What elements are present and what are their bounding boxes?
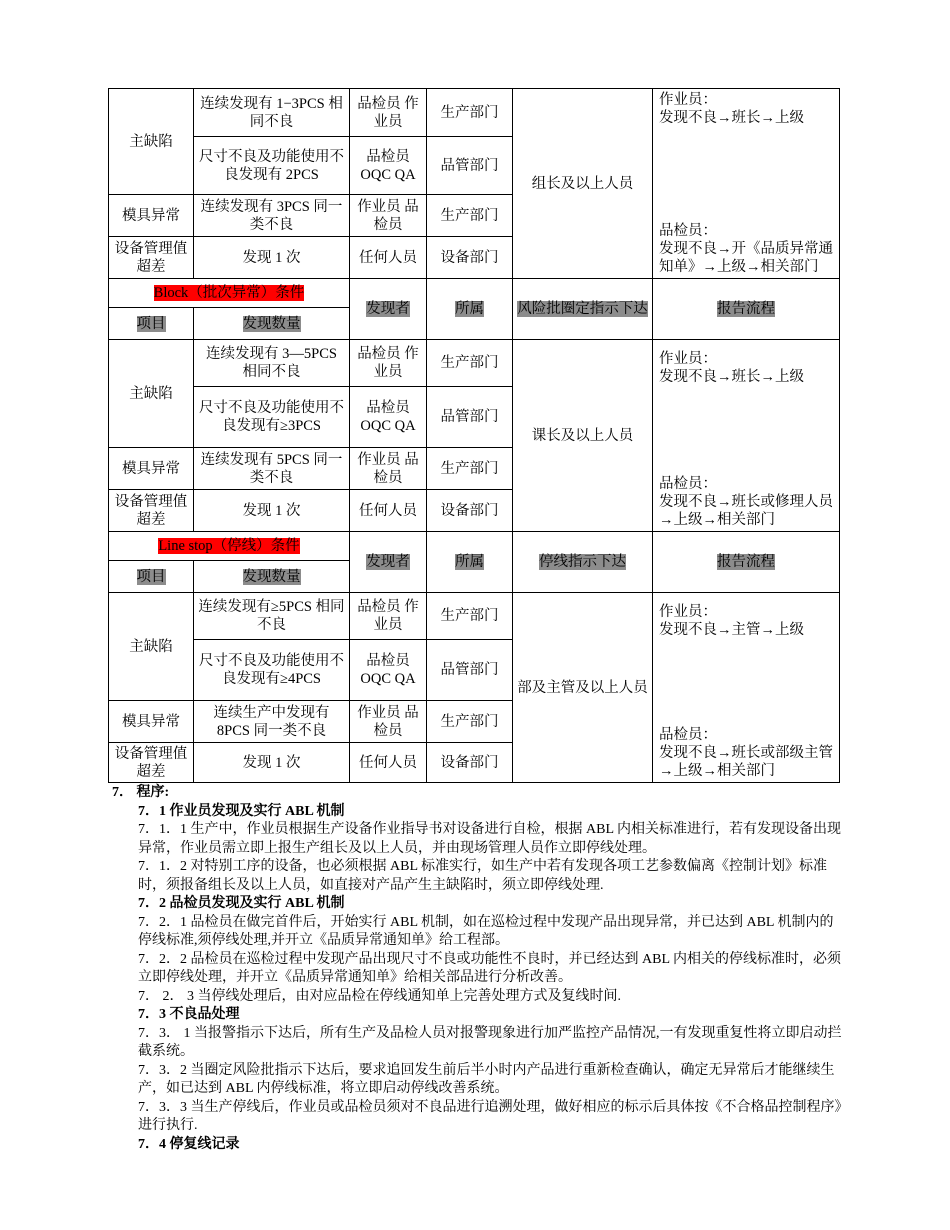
item-cell: 设备管理值超差: [109, 237, 194, 279]
report-flow-cell: [653, 340, 840, 532]
instruction-header: 风险批圈定指示下达: [513, 279, 653, 340]
report-flow-cell: [653, 593, 840, 783]
section-heading: 7．4 停复线记录: [138, 1136, 240, 1152]
section-heading: 7．2 品检员发现及实行 ABL 机制: [138, 896, 345, 911]
report-flow-cell: [653, 89, 840, 279]
instruction-cell: 组长及以上人员: [513, 89, 653, 279]
paragraph: 7．3．2 当圈定风险批指示下达后，要求追回发生前后半小时内产品进行重新检查确认，确定无异常后才能继续生产，如已达到 ABL 内停线标准，将立即启动停线改善系统。: [138, 1062, 835, 1096]
qty-cell: 连续发现有 5PCS 同一类不良: [194, 448, 350, 490]
finder-cell: 品检员 作业员: [350, 89, 427, 137]
section-heading: 7．1 作业员发现及实行 ABL 机制: [138, 803, 345, 819]
qty-cell: 尺寸不良及功能使用不良发现有≥4PCS: [194, 640, 350, 701]
flow-operator-text: 作业员： 发现不良→班长→上级: [659, 92, 804, 126]
dept-header: 所属: [427, 279, 513, 340]
item-cell: 主缺陷: [109, 593, 194, 701]
dept-cell: 设备部门: [427, 237, 513, 279]
item-cell: 主缺陷: [109, 340, 194, 448]
instruction-cell: 部及主管及以上人员: [513, 593, 653, 783]
finder-cell: 作业员 品检员: [350, 701, 427, 743]
flow-inspector-text: 品检员： 发现不良→班长或修理人员→上级→相关部门: [659, 476, 833, 528]
finder-cell: 任何人员: [350, 237, 427, 279]
finder-cell: 作业员 品检员: [350, 448, 427, 490]
dept-header: 所属: [427, 532, 513, 593]
qty-cell: 连续发现有 1−3PCS 相同不良: [194, 89, 350, 137]
block-condition-header: Block（批次异常）条件: [109, 279, 350, 308]
finder-cell: 任何人员: [350, 743, 427, 783]
dept-cell: 生产部门: [427, 593, 513, 640]
paragraph: 7．2．1 品检员在做完首件后，开始实行 ABL 机制，如在巡检过程中发现产品出现异常，并已达到 ABL 机制内的停线标准,须停线处理,并开立《品质异常通知单》给工程部。: [138, 914, 834, 948]
qty-cell: 发现 1 次: [194, 743, 350, 783]
flow-operator-text: 作业员： 发现不良→主管→上级: [659, 604, 804, 638]
qty-header: 发现数量: [194, 308, 350, 340]
paragraph: 7．1．2 对特别工序的设备，也必须根据 ABL 标准实行，如生产中若有发现各项工艺参数偏离《控制计划》标准时，须报备组长及以上人员，如直接对产品产生主缺陷时，须立即停线处理.: [138, 859, 827, 893]
finder-cell: 品检员 作业员: [350, 593, 427, 640]
qty-cell: 连续发现有 3—5PCS 相同不良: [194, 340, 350, 387]
item-header: 项目: [109, 561, 194, 593]
flow-inspector-text: 品检员： 发现不良→开《品质异常通知单》→上级→相关部门: [659, 223, 833, 275]
linestop-condition-header: Line stop（停线）条件: [109, 532, 350, 561]
qty-cell: 尺寸不良及功能使用不良发现有 2PCS: [194, 137, 350, 195]
procedure-section: [112, 784, 842, 1154]
finder-cell: 品检员 作业员: [350, 340, 427, 387]
paragraph: 7．1．1 生产中，作业员根据生产设备作业指导书对设备进行自检，根据 ABL 内相关标准进行，若有发现设备出现异常，作业员需立即上报生产组长及以上人员，并由现场管理人员作立即停线处理。: [138, 822, 841, 856]
item-cell: 模具异常: [109, 448, 194, 490]
finder-cell: 品检员 OQC QA: [350, 137, 427, 195]
qty-cell: 连续发现有≥5PCS 相同不良: [194, 593, 350, 640]
finder-cell: 任何人员: [350, 490, 427, 532]
dept-cell: 设备部门: [427, 490, 513, 532]
qty-cell: 发现 1 次: [194, 490, 350, 532]
dept-cell: 品管部门: [427, 640, 513, 701]
instruction-header: 停线指示下达: [513, 532, 653, 593]
item-cell: 模具异常: [109, 195, 194, 237]
flow-header: 报告流程: [653, 532, 840, 593]
dept-cell: 生产部门: [427, 89, 513, 137]
qty-cell: 发现 1 次: [194, 237, 350, 279]
qty-cell: 连续生产中发现有 8PCS 同一类不良: [194, 701, 350, 743]
dept-cell: 生产部门: [427, 340, 513, 387]
item-cell: 主缺陷: [109, 89, 194, 195]
flow-operator-text: 作业员： 发现不良→班长→上级: [659, 351, 804, 385]
flow-header: 报告流程: [653, 279, 840, 340]
procedure-title: 7． 程序:: [112, 785, 170, 800]
paragraph: 7．3． 1 当报警指示下达后，所有生产及品检人员对报警现象进行加严监控产品情况,一有发现重复性将立即启动拦截系统。: [138, 1025, 842, 1059]
dept-cell: 设备部门: [427, 743, 513, 783]
dept-cell: 生产部门: [427, 195, 513, 237]
finder-cell: 品检员 OQC QA: [350, 387, 427, 448]
finder-header: 发现者: [350, 532, 427, 593]
item-cell: 设备管理值超差: [109, 490, 194, 532]
qty-cell: 尺寸不良及功能使用不良发现有≥3PCS: [194, 387, 350, 448]
finder-cell: 品检员 OQC QA: [350, 640, 427, 701]
dept-cell: 品管部门: [427, 387, 513, 448]
item-cell: 模具异常: [109, 701, 194, 743]
qty-cell: 连续发现有 3PCS 同一类不良: [194, 195, 350, 237]
finder-cell: 作业员 品检员: [350, 195, 427, 237]
abl-criteria-table: [108, 88, 840, 783]
item-header: 项目: [109, 308, 194, 340]
flow-inspector-text: 品检员： 发现不良→班长或部级主管→上级→相关部门: [659, 727, 833, 779]
dept-cell: 生产部门: [427, 701, 513, 743]
dept-cell: 品管部门: [427, 137, 513, 195]
paragraph: 7． 2． 3 当停线处理后，由对应品检在停线通知单上完善处理方式及复线时间.: [138, 988, 621, 1004]
paragraph: 7．2．2 品检员在巡检过程中发现产品出现尺寸不良或功能性不良时，并已经达到 ABL 内相关的停线标准时，必须立即停线处理，并开立《品质异常通知单》给相关部品进行分析改善。: [138, 951, 841, 985]
qty-header: 发现数量: [194, 561, 350, 593]
item-cell: 设备管理值超差: [109, 743, 194, 783]
instruction-cell: 课长及以上人员: [513, 340, 653, 532]
section-heading: 7．3 不良品处理: [138, 1007, 240, 1022]
dept-cell: 生产部门: [427, 448, 513, 490]
paragraph: 7．3．3 当生产停线后，作业员或品检员须对不良品进行追溯处理，做好相应的标示后具体按《不合格品控制程序》进行执行.: [138, 1099, 842, 1133]
finder-header: 发现者: [350, 279, 427, 340]
